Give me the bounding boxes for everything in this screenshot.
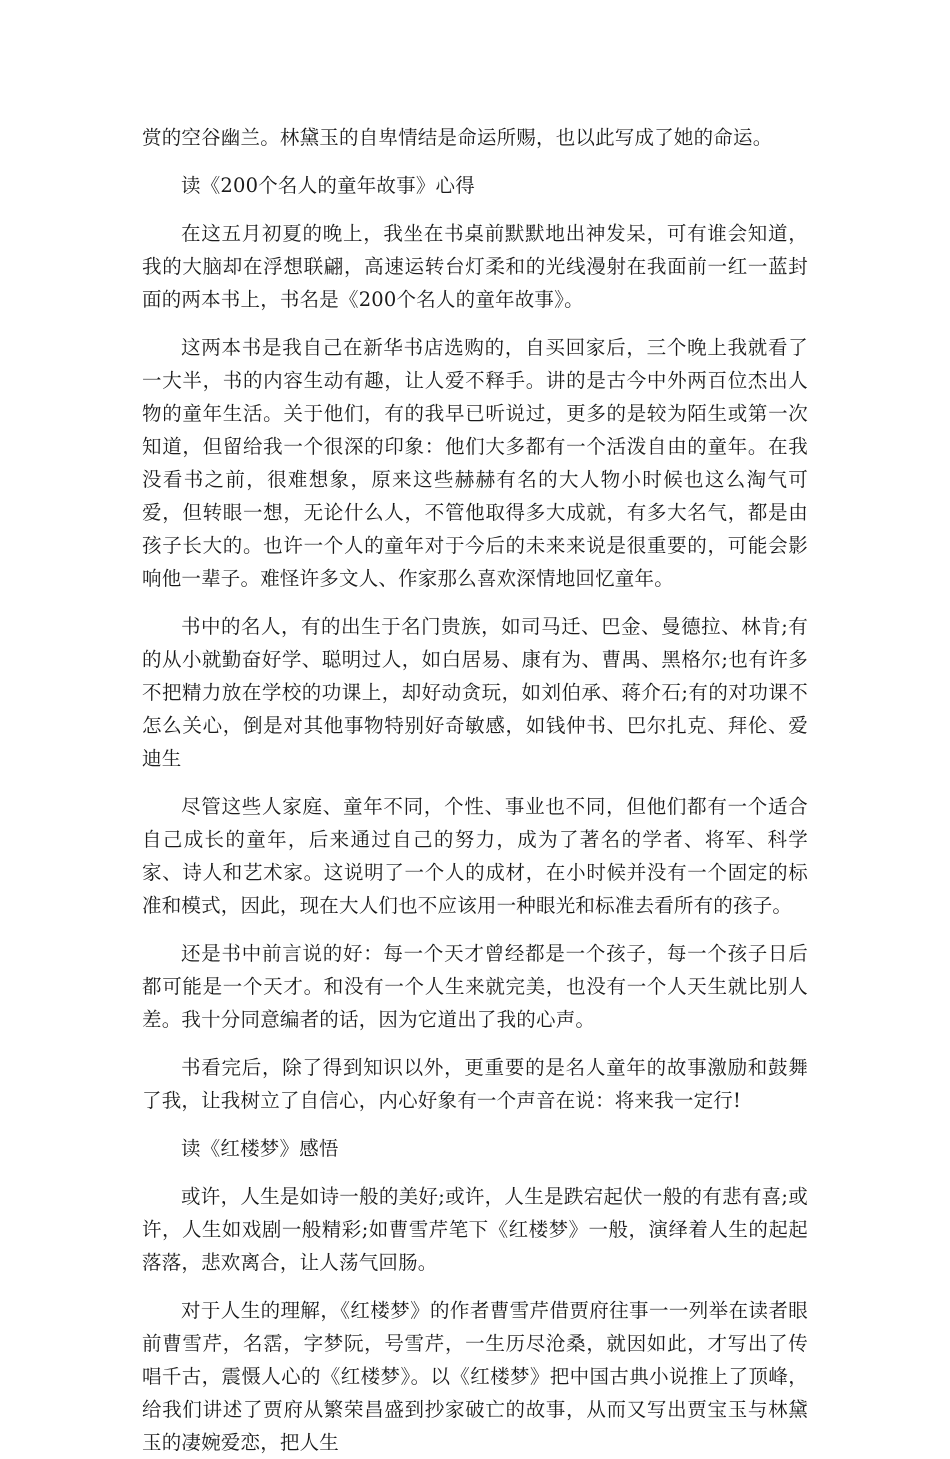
section-title-200-stories: 读《200个名人的童年故事》心得 — [181, 174, 475, 197]
paragraph: 尽管这些人家庭、童年不同，个性、事业也不同，但他们都有一个适合自己成长的童年，后来通过自己的努力，成为了著名的学者、将军、科学家、诗人和艺术家。这说明了一个人的成材，在小时候并没有一个固定的标准和模式，因此，现在大人们也不应该用一种眼光和标准去看所有的孩子。 — [142, 795, 808, 917]
document-page — [142, 121, 808, 1459]
paragraph: 书中的名人，有的出生于名门贵族，如司马迁、巴金、曼德拉、林肯;有的从小就勤奋好学、聪明过人，如白居易、康有为、曹禺、黑格尔;也有许多不把精力放在学校的功课上，却好动贪玩，如刘伯承、蒋介石;有的对功课不怎么关心，倒是对其他事物特别好奇敏感，如钱仲书、巴尔扎克、拜伦、爱迪生 — [142, 615, 808, 770]
paragraph: 对于人生的理解，《红楼梦》的作者曹雪芹借贾府往事一一列举在读者眼前曹雪芹，名霑，字梦阮，号雪芹，一生历尽沧桑，就因如此，才写出了传唱千古，震慑人心的《红楼梦》。以《红楼梦》把中国古典小说推上了顶峰，给我们讲述了贾府从繁荣昌盛到抄家破亡的故事，从而又写出贾宝玉与林黛玉的凄婉爱恋，把人生 — [142, 1299, 808, 1454]
paragraph: 书看完后，除了得到知识以外，更重要的是名人童年的故事激励和鼓舞了我，让我树立了自信心，内心好象有一个声音在说：将来我一定行! — [142, 1056, 808, 1112]
paragraph: 或许，人生是如诗一般的美好;或许，人生是跌宕起伏一般的有悲有喜;或许，人生如戏剧一般精彩;如曹雪芹笔下《红楼梦》一般，演绎着人生的起起落落，悲欢离合，让人荡气回肠。 — [142, 1185, 808, 1274]
section-title-red-mansions: 读《红楼梦》感悟 — [181, 1137, 339, 1160]
paragraph: 还是书中前言说的好：每一个天才曾经都是一个孩子，每一个孩子日后都可能是一个天才。和没有一个人生来就完美，也没有一个人天生就比别人差。我十分同意编者的话，因为它道出了我的心声。 — [142, 942, 808, 1031]
paragraph-continuation: 赏的空谷幽兰。林黛玉的自卑情结是命运所赐，也以此写成了她的命运。 — [142, 126, 773, 149]
paragraph: 这两本书是我自己在新华书店选购的，自买回家后，三个晚上我就看了一大半，书的内容生动有趣，让人爱不释手。讲的是古今中外两百位杰出人物的童年生活。关于他们，有的我早已听说过，更多的是较为陌生或第一次知道，但留给我一个很深的印象：他们大多都有一个活泼自由的童年。在我没看书之前，很难想象，原来这些赫赫有名的大人物小时候也这么淘气可爱，但转眼一想，无论什么人，不管他取得多大成就，有多大名气，都是由孩子长大的。也许一个人的童年对于今后的未来来说是很重要的，可能会影响他一辈子。难怪许多文人、作家那么喜欢深情地回忆童年。 — [142, 336, 808, 590]
paragraph: 在这五月初夏的晚上，我坐在书桌前默默地出神发呆，可有谁会知道，我的大脑却在浮想联翩，高速运转台灯柔和的光线漫射在我面前一红一蓝封面的两本书上，书名是《200个名人的童年故事》。 — [142, 222, 808, 311]
